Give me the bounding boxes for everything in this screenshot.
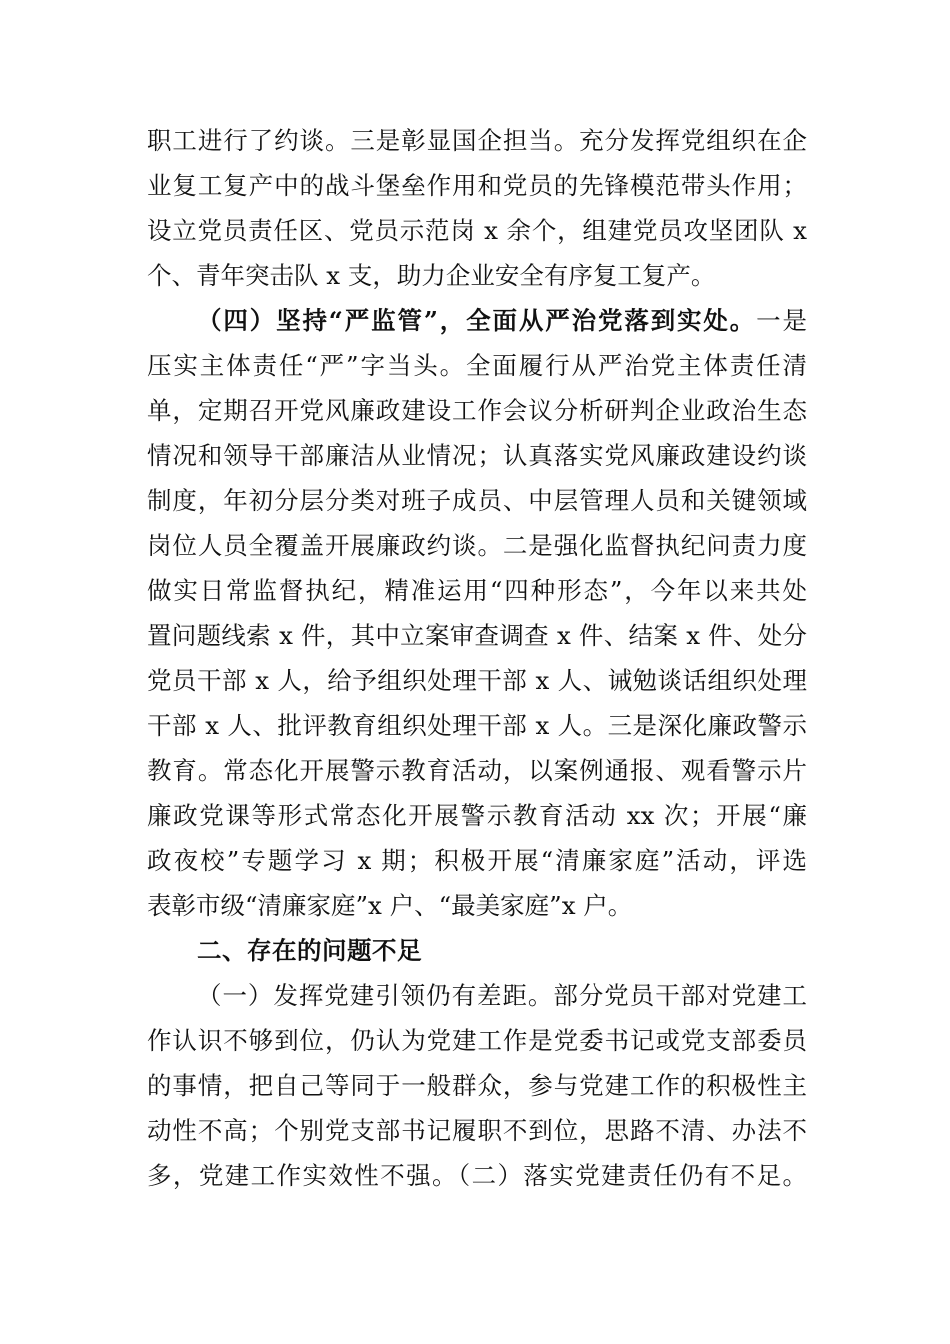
paragraph-line: 党员干部 x 人，给予组织处理干部 x 人、诫勉谈话组织处理 (147, 666, 807, 695)
paragraph-line: 教育。常态化开展警示教育活动，以案例通报、观看警示片 (147, 756, 807, 785)
paragraph-line: （一）发挥党建引领仍有差距。部分党员干部对党建工 (197, 981, 807, 1010)
paragraph-line: 作认识不够到位，仍认为党建工作是党委书记或党支部委员 (147, 1026, 807, 1055)
paragraph-line: 动性不高；个别党支部书记履职不到位，思路不清、办法不 (147, 1116, 807, 1145)
paragraph-line: 政夜校”专题学习 x 期；积极开展“清廉家庭”活动，评选 (147, 846, 807, 875)
paragraph-line: 制度，年初分层分类对班子成员、中层管理人员和关键领域 (147, 486, 807, 515)
section-four-heading: （四）坚持“严监管”，全面从严治党落到实处。 (197, 306, 757, 335)
paragraph-line: 做实日常监督执纪，精准运用“四种形态”，今年以来共处 (147, 576, 807, 605)
section-four-lead: 一是 (756, 306, 808, 335)
paragraph-line: 表彰市级“清廉家庭”x 户、“最美家庭”x 户。 (147, 891, 633, 920)
paragraph-line: 业复工复产中的战斗堡垒作用和党员的先锋模范带头作用； (147, 171, 807, 200)
paragraph-line: 岗位人员全覆盖开展廉政约谈。二是强化监督执纪问责力度 (147, 531, 807, 560)
paragraph-line: 个、青年突击队 x 支，助力企业安全有序复工复产。 (147, 261, 716, 290)
section-heading: 二、存在的问题不足 (197, 936, 422, 965)
paragraph-line: 单，定期召开党风廉政建设工作会议分析研判企业政治生态 (147, 396, 807, 425)
paragraph-line: 职工进行了约谈。三是彰显国企担当。充分发挥党组织在企 (147, 126, 807, 155)
paragraph-line: 置问题线索 x 件，其中立案审查调查 x 件、结案 x 件、处分 (147, 621, 807, 650)
paragraph-line: 多，党建工作实效性不强。（二）落实党建责任仍有不足。 (147, 1161, 807, 1190)
paragraph-line: 压实主体责任“严”字当头。全面履行从严治党主体责任清 (147, 351, 807, 380)
paragraph-line: 的事情，把自己等同于一般群众，参与党建工作的积极性主 (147, 1071, 807, 1100)
paragraph-line: 情况和领导干部廉洁从业情况；认真落实党风廉政建设约谈 (147, 441, 807, 470)
paragraph-line: 廉政党课等形式常态化开展警示教育活动 xx 次；开展“廉 (147, 801, 807, 830)
paragraph-line: 干部 x 人、批评教育组织处理干部 x 人。三是深化廉政警示 (147, 711, 807, 740)
paragraph-line: 设立党员责任区、党员示范岗 x 余个，组建党员攻坚团队 x (147, 216, 807, 245)
section-four-first-line (197, 299, 807, 343)
